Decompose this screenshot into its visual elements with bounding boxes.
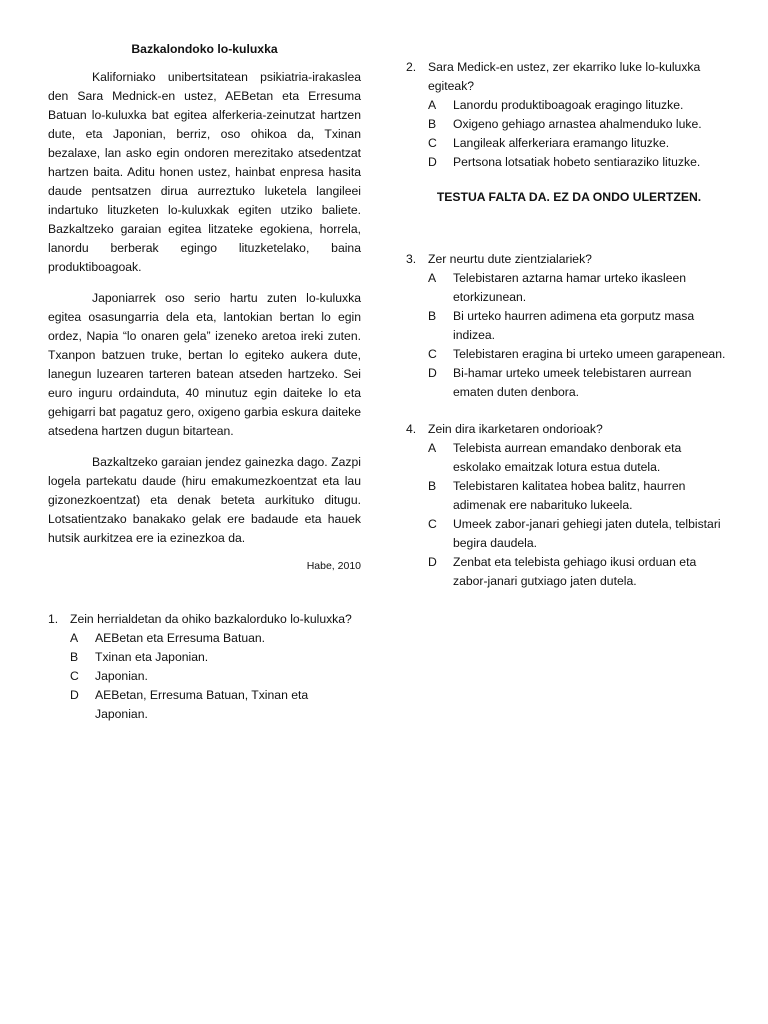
- option-letter: B: [428, 309, 437, 323]
- document-title: Bazkalondoko lo-kuluxka: [131, 42, 278, 56]
- option-letter: C: [428, 347, 437, 361]
- option-text: Lanordu produktiboagoak eragingo lituzke.: [453, 98, 684, 112]
- option-letter: D: [428, 366, 437, 380]
- option-c: [406, 134, 732, 153]
- option-letter: A: [428, 441, 437, 455]
- option-text: AEBetan, Erresuma Batuan, Txinan eta Japonian.: [95, 688, 309, 721]
- option-b: [406, 477, 732, 515]
- option-text: Telebista aurrean emandako denborak eta eskolako emaitzak lotura estua dutela.: [453, 441, 682, 474]
- question-2: [406, 58, 732, 172]
- paragraph-1: Kaliforniako unibertsitatean psikiatria-irakaslea den Sara Mednick-en ustez, AEBetan eta Erresuma Batuan lo-kuluxka bat egitea alferkeria-zeinutzat hartzen dute, eta Japonian, berriz, oso ohikoa da, Txinan bezalaxe, lan asko egin ondoren merezitako atsedentzat hartzen baita. Aditu honen ustez, hainbat enpresa hasita daude pentsatzen dirua aurreztuko luketela langileei indartuko lituzketen lo-kuluxkak egiten utziko baliete. Bazkaltzeko garaian egitea litzateke egokiena, horrela, lanordu berberak egingo lituzketelako, baina produktiboagoak.: [48, 70, 361, 274]
- option-a: [406, 439, 732, 477]
- option-letter: A: [70, 631, 79, 645]
- question-4: [406, 420, 732, 591]
- question-number: 4.: [406, 422, 417, 436]
- option-d: [406, 153, 732, 172]
- option-text: Bi-hamar urteko umeek telebistaren aurrean ematen duten denbora.: [453, 366, 692, 399]
- option-text: Bi urteko haurren adimena eta gorputz masa indizea.: [453, 309, 695, 342]
- option-letter: A: [428, 98, 437, 112]
- missing-text-note: TESTUA FALTA DA. EZ DA ONDO ULERTZEN.: [436, 190, 702, 204]
- option-text: Zenbat eta telebista gehiago ikusi orduan eta zabor-janari gutxiago jaten dutela.: [453, 555, 697, 588]
- option-a: [48, 629, 361, 648]
- option-letter: A: [428, 271, 437, 285]
- option-text: Telebistaren eragina bi urteko umeen garapenean.: [453, 347, 726, 361]
- question-3: [406, 250, 732, 402]
- question-text: Zein dira ikarketaren ondorioak?: [428, 422, 603, 436]
- question-text: Sara Medick-en ustez, zer ekarriko luke lo-kuluxka egiteak?: [428, 60, 701, 93]
- option-b: [48, 648, 361, 667]
- option-letter: D: [70, 688, 79, 702]
- paragraph-2: Japoniarrek oso serio hartu zuten lo-kuluxka egitea osasungarria dela eta, lantokian bertan lo egin ordez, Napia “lo onaren gela” izeneko aretoa ireki zuten. Txanpon batzuen truke, bertan lo egiteko aukera dute, lanegun luzearen tarteren batean atseden hartzeko. Sei euro inguru ordainduta, 40 minutuz egin daiteke lo eta gehigarri bat pagatuz gero, oxigeno garbia eskura daiteke atsedena hartzen dugun bitartean.: [48, 291, 361, 438]
- option-b: [406, 115, 732, 134]
- option-letter: C: [428, 517, 437, 531]
- option-letter: D: [428, 555, 437, 569]
- option-text: AEBetan eta Erresuma Batuan.: [95, 631, 266, 645]
- source-citation: Habe, 2010: [306, 560, 361, 572]
- option-letter: D: [428, 155, 437, 169]
- option-text: Oxigeno gehiago arnastea ahalmenduko luke.: [453, 117, 702, 131]
- option-c: [48, 667, 361, 686]
- paragraph-3: Bazkaltzeko garaian jendez gainezka dago. Zazpi logela partekatu daude (hiru emakumezkoentzat eta lau gizonezkoentzat) eta denak beteta aurkituko ditugu. Lotsatientzako banakako gelak ere badaude eta hauek hutsik aurkitzea ere ia ezinezkoa da.: [48, 455, 361, 545]
- question-text: Zein herrialdetan da ohiko bazkalorduko lo-kuluxka?: [70, 612, 352, 626]
- option-d: [406, 364, 732, 402]
- option-d: [48, 686, 361, 724]
- question-text: Zer neurtu dute zientzialariek?: [428, 252, 592, 266]
- question-1: [48, 610, 361, 724]
- question-number: 1.: [48, 612, 59, 626]
- option-text: Telebistaren aztarna hamar urteko ikasleen etorkizunean.: [453, 271, 687, 304]
- question-number: 3.: [406, 252, 417, 266]
- option-letter: B: [428, 117, 437, 131]
- option-d: [406, 553, 732, 591]
- option-letter: C: [70, 669, 79, 683]
- option-text: Umeek zabor-janari gehiegi jaten dutela, telbistari begira daudela.: [453, 517, 721, 550]
- option-letter: B: [70, 650, 79, 664]
- question-number: 2.: [406, 60, 417, 74]
- option-letter: B: [428, 479, 437, 493]
- option-text: Telebistaren kalitatea hobea balitz, haurren adimenak ere nabarituko lukeela.: [453, 479, 686, 512]
- option-text: Japonian.: [95, 669, 148, 683]
- option-text: Pertsona lotsatiak hobeto sentiaraziko lituzke.: [453, 155, 701, 169]
- option-b: [406, 307, 732, 345]
- option-letter: C: [428, 136, 437, 150]
- left-column: [48, 42, 361, 742]
- option-text: Txinan eta Japonian.: [95, 650, 209, 664]
- option-a: [406, 96, 732, 115]
- option-text: Langileak alferkeriara eramango lituzke.: [453, 136, 670, 150]
- option-a: [406, 269, 732, 307]
- option-c: [406, 515, 732, 553]
- right-column: [406, 58, 732, 609]
- option-c: [406, 345, 732, 364]
